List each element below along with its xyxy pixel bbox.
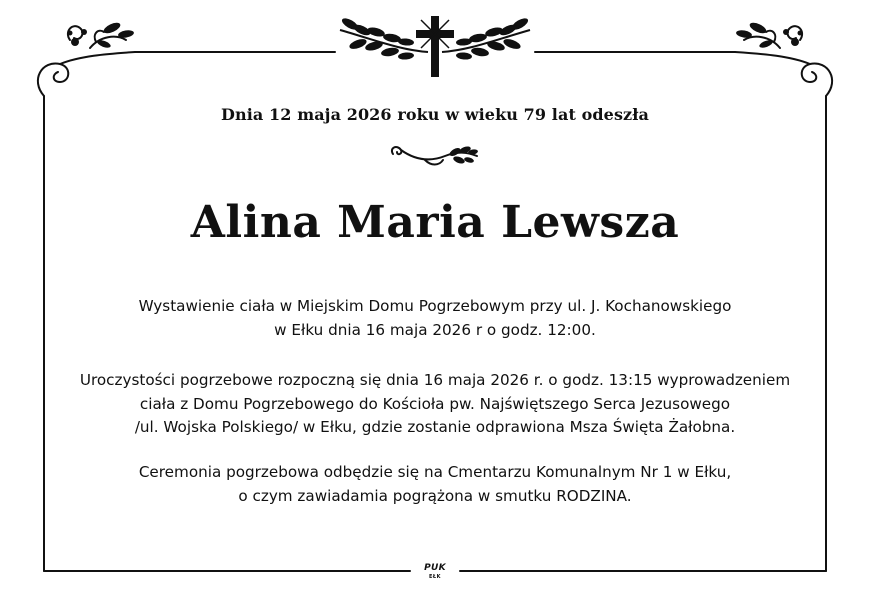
paragraph-line: ciała z Domu Pogrzebowego do Kościoła pw. Najświętszego Serca Jezusowego: [139, 394, 731, 413]
viewing-info-paragraph: [0, 295, 870, 342]
leaf-swirl-icon: [385, 142, 485, 170]
cross-with-laurel-icon: [340, 16, 530, 77]
death-notice-headline: Dnia 12 maja 2026 roku w wieku 79 lat odeszła: [221, 105, 649, 124]
logo-sub-text: EŁK: [428, 574, 441, 580]
burial-info-paragraph: [0, 461, 870, 508]
paragraph-line: Wystawienie ciała w Miejskim Domu Pogrzebowym przy ul. J. Kochanowskiego: [138, 297, 732, 315]
paragraph-line: w Ełku dnia 16 maja 2026 r o godz. 12:00.: [274, 320, 596, 339]
paragraph-line: /ul. Wojska Polskiego/ w Ełku, gdzie zostanie odprawiona Msza Święta Żałobna.: [134, 418, 736, 436]
paragraph-line: o czym zawiadamia pogrążona w smutku RODZINA.: [238, 486, 632, 505]
funeral-ceremony-paragraph: [0, 369, 870, 440]
paragraph-line: Uroczystości pogrzebowe rozpoczną się dnia 16 maja 2026 r. o godz. 13:15 wyprowadzeniem: [79, 371, 791, 389]
puk-logo: [417, 563, 453, 583]
deceased-name: Alina Maria Lewsza: [190, 197, 680, 248]
logo-main-text: PUK: [424, 563, 446, 573]
paragraph-line: Ceremonia pogrzebowa odbędzie się na Cmentarzu Komunalnym Nr 1 w Ełku,: [138, 463, 732, 481]
